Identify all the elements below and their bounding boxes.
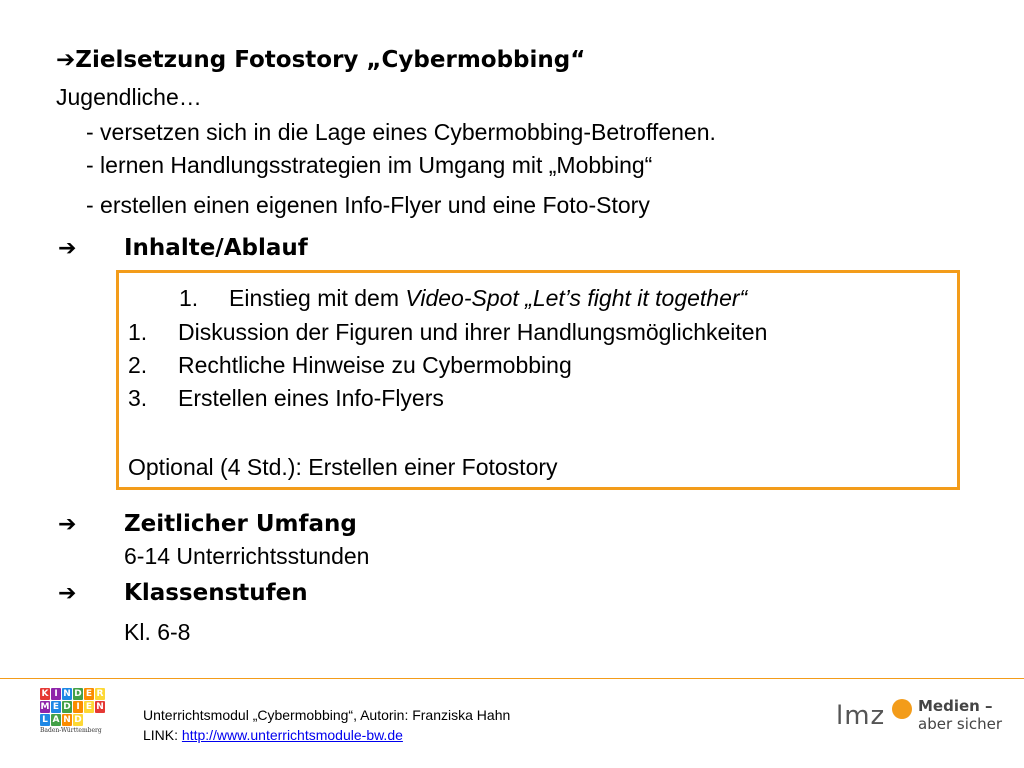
logo-letter-tile: E	[85, 702, 93, 712]
kindermedienland-logo	[40, 688, 110, 748]
lmz-tagline-1: Medien –	[918, 697, 993, 715]
list-item: 2. Rechtliche Hinweise zu Cybermobbing	[128, 352, 572, 378]
lmz-logo	[836, 693, 1016, 743]
logo-letter-tile: D	[63, 702, 71, 712]
logo-letter-tile: I	[73, 701, 83, 713]
goal-title: Zielsetzung Fotostory „Cybermobbing“	[75, 47, 586, 73]
lmz-tagline-2: aber sicher	[918, 715, 1003, 733]
arrow-icon: ➔	[58, 236, 77, 261]
list-item: 3. Erstellen eines Info-Flyers	[128, 385, 444, 411]
goal-point: - erstellen einen eigenen Info-Flyer und eine Foto-Story	[86, 192, 650, 218]
grades-value: Kl. 6-8	[124, 619, 191, 645]
footer-divider	[0, 678, 1024, 679]
logo-letter-tile: R	[96, 689, 104, 699]
logo-letter-tile: N	[63, 715, 71, 725]
logo-letter-tile: N	[96, 702, 104, 712]
list-item: 1. Diskussion der Figuren und ihrer Handlungsmöglichkeiten	[128, 319, 768, 345]
logo-letter-tile: L	[40, 714, 50, 726]
goal-heading	[56, 47, 585, 73]
duration-value: 6-14 Unterrichtsstunden	[124, 543, 370, 569]
footer-link-line	[143, 727, 403, 743]
arrow-icon: ➔	[56, 47, 76, 73]
footer-link[interactable]: http://www.unterrichtsmodule-bw.de	[181, 727, 403, 743]
lmz-dot-icon	[892, 699, 912, 719]
logo-subtitle: Baden-Württemberg	[40, 727, 102, 734]
goal-point: - versetzen sich in die Lage eines Cybermobbing-Betroffenen.	[86, 119, 716, 145]
goal-intro: Jugendliche…	[56, 84, 202, 110]
logo-letter-tile: I	[51, 688, 61, 700]
video-spot-title: Video-Spot „Let’s fight it together“	[405, 285, 748, 311]
goal-point: - lernen Handlungsstrategien im Umgang mit „Mobbing“	[86, 152, 653, 178]
arrow-icon: ➔	[58, 512, 77, 537]
arrow-icon: ➔	[58, 581, 77, 606]
optional-note: Optional (4 Std.): Erstellen einer Fotostory	[128, 454, 558, 480]
list-item: 1. Einstieg mit dem Video-Spot „Let’s fight it together“	[179, 285, 748, 311]
logo-letter-tile: D	[74, 689, 82, 699]
content-box	[116, 270, 960, 490]
logo-letter-tile: E	[85, 689, 93, 699]
content-title: Inhalte/Ablauf	[124, 235, 308, 261]
logo-letter-tile: E	[52, 702, 60, 712]
duration-title: Zeitlicher Umfang	[124, 511, 357, 537]
lmz-wordmark: lmz	[836, 701, 886, 731]
grades-title: Klassenstufen	[124, 580, 308, 606]
logo-letter-tile: D	[74, 715, 82, 725]
logo-letter-tile: N	[63, 689, 71, 699]
logo-letter-tile: M	[40, 702, 50, 712]
footer-module: Unterrichtsmodul „Cybermobbing“, Autorin: Franziska Hahn	[143, 707, 511, 723]
logo-letter-tile: A	[52, 715, 60, 725]
logo-letter-tile: K	[41, 689, 49, 699]
footer-link-label: LINK:	[143, 727, 182, 743]
